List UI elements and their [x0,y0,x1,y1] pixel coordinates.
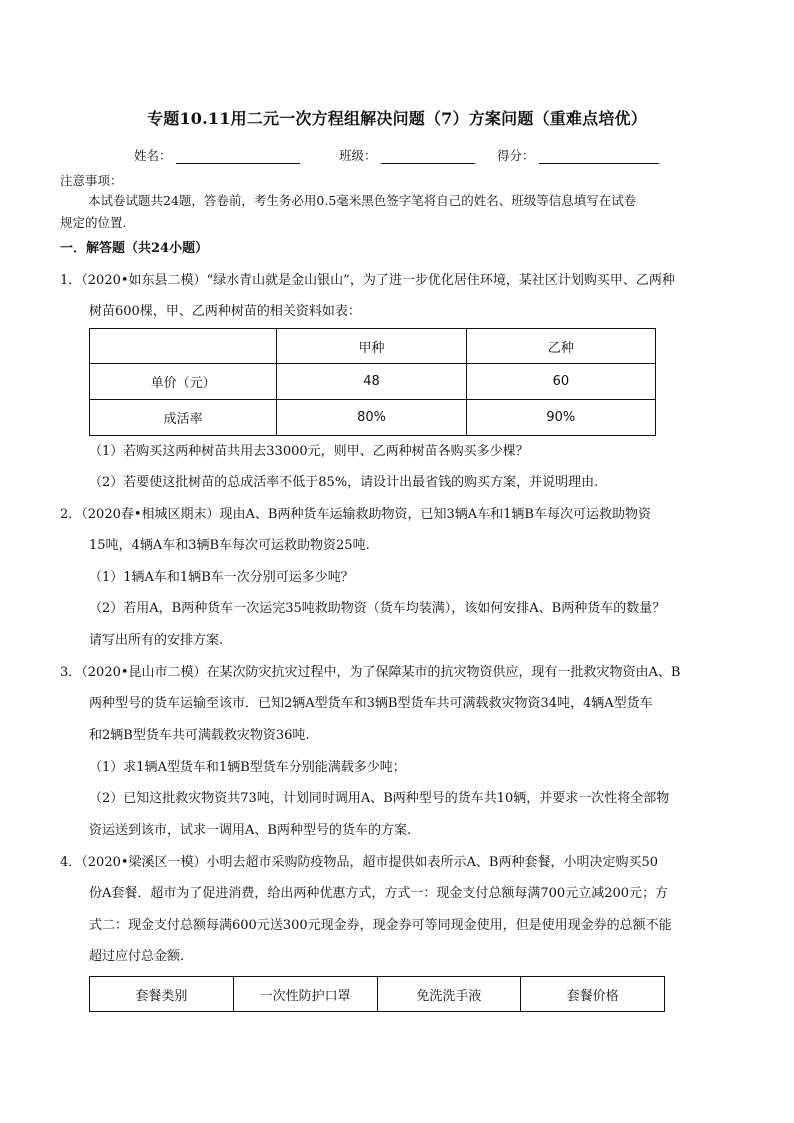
score-blank[interactable] [539,150,659,164]
question-3-line: 3．（2020•昆山市二模）在某次防灾抗灾过程中，为了保障某市的抗灾物资供应，现有一批救灾物资由A、B [60,665,681,680]
table-header-row [90,977,665,1012]
table-header-cell: 套餐价格 [521,977,665,1012]
question-4-line: 式二：现金支付总额每满600元送300元现金券，现金券可等同现金使用，但是使用现金券的总额不能 [89,918,672,933]
table-cell: 90% [466,400,655,436]
question-3-sub-2-cont: 资运送到该市，试求一调用A、B两种型号的货车的方案. [89,823,412,838]
table-header-cell: 乙种 [466,329,655,364]
score-label: 得分： [497,148,535,163]
table-row [90,400,656,436]
table-header-cell [90,329,277,364]
table-cell: 60 [466,364,655,400]
name-blank[interactable] [176,150,300,164]
table-cell: 80% [277,400,466,436]
q1-seedling-table [89,328,656,436]
notice-line: 规定的位置. [60,215,127,230]
question-1-line: 树苗600棵，甲、乙两种树苗的相关资料如表： [89,304,361,319]
table-header-cell: 甲种 [277,329,466,364]
table-header-cell: 套餐类别 [90,977,234,1012]
name-field [134,146,300,164]
table-header-cell: 免洗洗手液 [377,977,521,1012]
question-3-sub-1: （1）求1辆A型货车和1辆B型货车分别能满载多少吨； [89,760,406,775]
question-1-sub-1: （1）若购买这两种树苗共用去33000元，则甲、乙两种树苗各购买多少棵？ [89,444,529,459]
question-1-line: 1．（2020•如东县二模）“绿水青山就是金山银山”，为了进一步优化居住环境，某社区计划购买甲、乙两种 [60,273,675,288]
question-2-line: 2．（2020春•相城区期末）现由A、B两种货车运输救助物资，已知3辆A车和1辆B车每次可运救助物资 [60,507,651,522]
table-row [90,364,656,400]
class-field [339,146,475,164]
score-field [497,146,659,164]
question-4-line: 4．（2020•梁溪区一模）小明去超市采购防疫物品，超市提供如表所示A、B两种套餐，小明决定购买50 [60,855,659,870]
notice-line: 本试卷试题共24题，答卷前，考生务必用0.5毫米黑色签字笔将自己的姓名、班级等信息填写在试卷 [88,193,637,208]
question-2-sub-2: （2）若用A，B两种货车一次运完35吨救助物资（货车均装满），该如何安排A、B两种货车的数量？ [89,601,666,616]
question-2-sub-1: （1）1辆A车和1辆B车一次分别可运多少吨？ [89,570,354,585]
table-cell: 单价（元） [90,364,277,400]
table-cell: 48 [277,364,466,400]
notice-heading: 注意事项： [60,173,123,188]
question-4-line: 份A套餐．超市为了促进消费，给出两种优惠方式，方式一：现金支付总额每满700元立减200元；方 [89,886,669,901]
question-3-sub-2: （2）已知这批救灾物资共73吨，计划同时调用A、B两种型号的货车共10辆，并要求一次性将全部物 [89,791,670,806]
class-label: 班级： [339,148,377,163]
q4-package-table [89,976,665,1012]
section-title: 一．解答题（共24小题） [60,241,209,256]
class-blank[interactable] [381,150,475,164]
question-3-line: 和2辆B型货车共可满载救灾物资36吨. [89,728,310,743]
question-2-sub-2-cont: 请写出所有的安排方案. [89,633,224,648]
question-1-sub-2: （2）若要使这批树苗的总成活率不低于85%，请设计出最省钱的购买方案，并说明理由. [89,475,599,490]
question-4-line: 超过应付总金额. [89,949,185,964]
question-3-line: 两种型号的货车运输至该市．已知2辆A型货车和3辆B型货车共可满载救灾物资34吨，4辆A型货车 [89,696,653,711]
question-2-line: 15吨，4辆A车和3辆B车每次可运救助物资25吨. [89,538,370,553]
table-cell: 成活率 [90,400,277,436]
table-header-cell: 一次性防护口罩 [233,977,377,1012]
name-label: 姓名： [134,148,172,163]
page-title: 专题10.11用二元一次方程组解决问题（7）方案问题（重难点培优） [147,109,647,128]
table-header-row [90,329,656,364]
